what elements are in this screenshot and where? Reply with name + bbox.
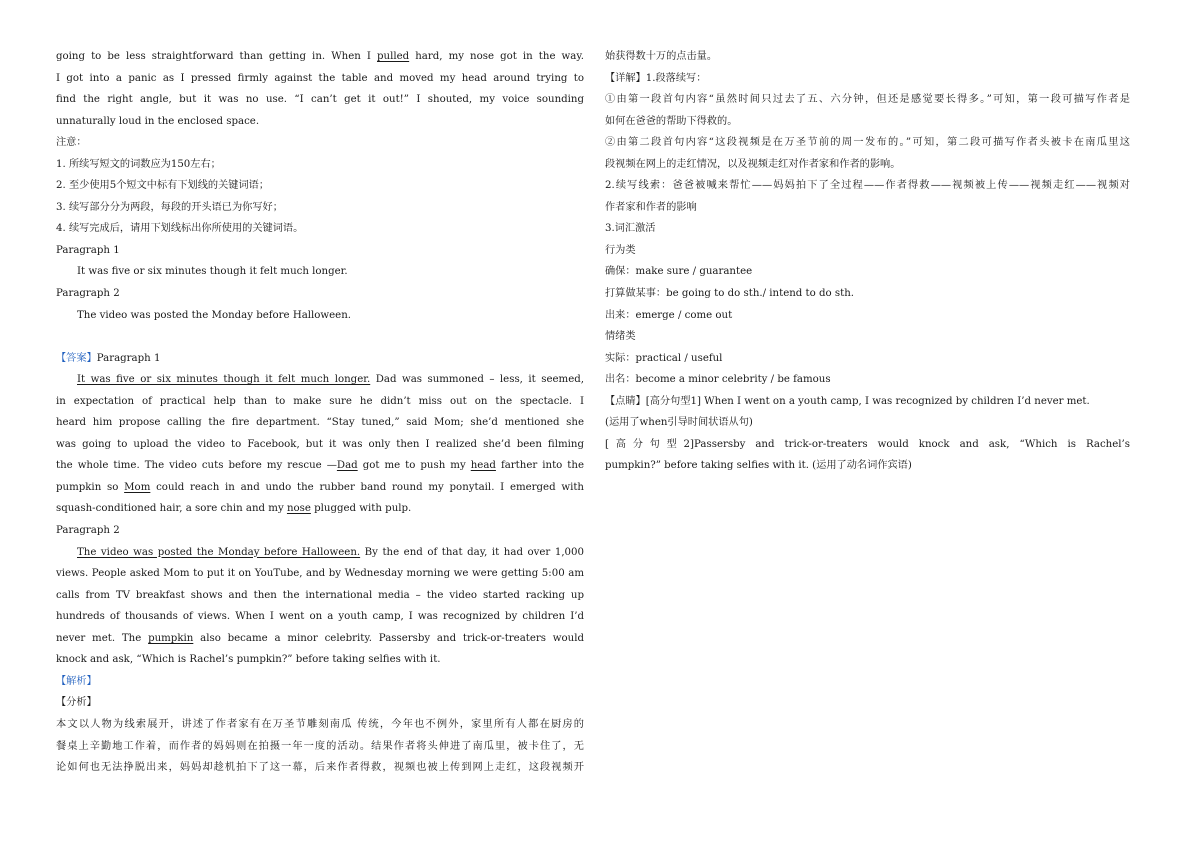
paragraph2-opening: The video was posted the Monday before Halloween. [77,309,351,321]
text-line: pumpkin?” before taking selfies with it. (运用了动名词作宾语) [605,460,912,472]
vocab-item: 打算做某事：be going to do sth./ intend to do sth. [605,288,855,300]
text-line: views. People asked Mom to put it on YouTube, and by Wednesday morning we were getting 5:00 am [56,568,584,580]
keyword-underlined: head [470,460,496,472]
paragraph2-label: Paragraph 2 [56,288,120,300]
text-line: was going to upload the video to Facebook, but it was only then I realized she’d been filming [56,438,584,450]
keyword-underlined: It was five or six minutes though it felt much longer. [77,374,371,386]
vocab-item: 出名：become a minor celebrity / be famous [605,374,831,386]
detail-tag: 【详解】 [605,72,646,84]
answer-tag: 【答案】 [56,352,97,364]
answer-header [56,348,584,370]
text-line: ②由第二段首句内容“这段视频是在万圣节前的周一发布的。”可知，第二段可描写作者头被卡在南瓜里这 [605,137,1130,149]
paragraph1-label: Paragraph 1 [56,244,120,256]
text-line: 如何在爸爸的帮助下得救的。 [605,115,738,127]
text-line: the whole time. The video cuts before my rescue —Dad got me to push my head farther into the [56,460,584,472]
keyword-underlined: The video was posted the Monday before Halloween. [77,546,361,558]
text-line: in expectation of practical help than to make sure he didn’t miss out on the spectacle. I [56,395,584,407]
right-column [605,46,1130,477]
note-item: 2. 至少使用5个短文中标有下划线的关键词语； [56,180,270,192]
text-line: ①由第一段首句内容“虽然时间只过去了五、六分钟，但还是感觉要长得多。”可知，第一段可描写作者是 [605,94,1130,106]
text-line: 段视频在网上的走红情况，以及视频走红对作者家和作者的影响。 [605,158,901,170]
vocab-item: 确保：make sure / guarantee [605,266,753,278]
keyword-underlined: nose [286,503,311,515]
text-line: knock and ask, “Which is Rachel’s pumpkin?” before taking selfies with it. [56,654,441,666]
analysis-text [56,714,584,779]
text-line: going to be less straightforward than getting in. When I pulled hard, my nose got in the way. [56,51,584,62]
vocab-item: 出来：emerge / come out [605,309,733,321]
text-line: 餐桌上辛勤地工作着，而作者的妈妈则在拍摄一年一度的活动。结果作者将头伸进了南瓜里，被卡住了，无 [56,740,584,752]
text-line: 本文以人物为线索展开，讲述了作者家有在万圣节雕刻南瓜 传统，今年也不例外，家里所有人都在厨房的 [56,718,584,730]
keyword-underlined: pumpkin [148,632,194,644]
text-line: never met. The pumpkin also became a minor celebrity. Passersby and trick-or-treaters would [56,632,584,644]
behavior-label: 行为类 [605,244,636,256]
text-line: squash-conditioned hair, a sore chin and my nose plugged with pulp. [56,503,412,515]
keyword-underlined: Mom [124,481,151,493]
text-line: It was five or six minutes though it felt much longer. Dad was summoned – less, it seemed, [77,374,584,386]
answer-paragraph-1 [56,369,584,520]
text-line: unnaturally loud in the enclosed space. [56,115,260,127]
analysis-continuation: 始获得数十万的点击量。 [605,51,718,62]
analysis-tag: 【解析】 [56,675,97,687]
answer-paragraph-2 [56,542,584,671]
text-line: pumpkin so Mom could reach in and undo the rubber band round my ponytail. I emerged with [56,481,584,493]
text-line: heard him propose calling the fire department. “Stay tuned,” said Mom; she’d mentioned she [56,417,584,429]
sentence-pattern-2: [高分句型2]Passersby and trick-or-treaters would knock and ask, “Which is Rachel’s [605,438,1130,450]
detail-text [605,89,1130,240]
text-line: 论如何也无法挣脱出来，妈妈却趁机拍下了这一幕，后来作者得救，视频也被上传到网上走红，这段视频开 [56,762,584,774]
note-item: 1. 所续写短文的词数应为150左右； [56,158,221,170]
keyword-underlined: pulled [377,51,410,62]
text-line: 作者家和作者的影响 [605,201,697,213]
text-line: 3.词汇激活 [605,223,656,235]
text-line: find the right angle, but it was no use. “I can’t get it out!” I shouted, my voice sounding [56,94,584,106]
paragraph1-opening: It was five or six minutes though it felt much longer. [77,266,348,278]
story-ending [56,46,584,132]
notes-label: 注意： [56,137,87,149]
answer-p2-label: Paragraph 2 [56,525,120,537]
text-line: I got into a panic as I pressed firmly against the table and moved my head around trying to [56,72,584,84]
answer-p1-label: Paragraph 1 [96,352,161,364]
note-item: 3. 续写部分分为两段，每段的开头语已为你写好； [56,201,283,213]
text-line: calls from TV breakfast shows and then the international media – the video started racking up [56,589,584,601]
spacer [56,326,584,348]
fenxi-tag: 【分析】 [56,697,97,709]
left-column [56,46,584,779]
dianjing-line [605,391,1130,413]
text-line: (运用了when引导时间状语从句) [605,417,753,429]
dianjing-tag: 【点睛】 [605,395,646,407]
sentence-pattern-1: [高分句型1] When I went on a youth camp, I was recognized by children I’d never met. [645,395,1090,407]
note-item: 4. 续写完成后，请用下划线标出你所使用的关键词语。 [56,223,304,235]
detail-header [605,68,1130,90]
text-line: The video was posted the Monday before Halloween. By the end of that day, it had over 1,000 [77,546,584,558]
text-line: 2.续写线索：爸爸被喊来帮忙——妈妈拍下了全过程——作者得救——视频被上传——视频走红——视频对 [605,180,1130,192]
vocab-item: 实际：practical / useful [605,352,723,364]
detail-title: 1.段落续写： [645,72,707,84]
emotion-label: 情绪类 [605,331,636,343]
keyword-underlined: Dad [336,460,358,472]
text-line: hundreds of thousands of views. When I went on a youth camp, I was recognized by children I’d [56,611,584,623]
